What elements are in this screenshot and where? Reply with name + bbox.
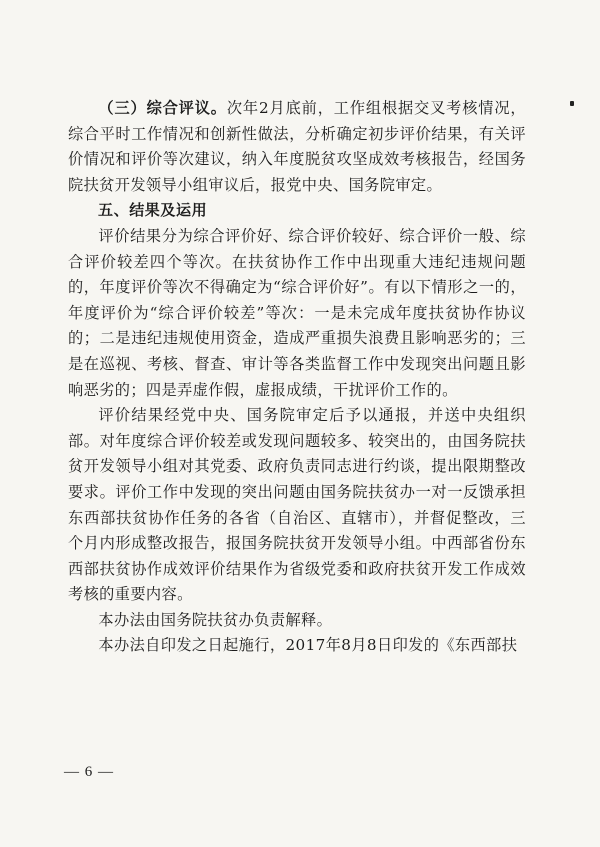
section-3-heading: （三）综合评议。 (98, 99, 227, 117)
section-3-text: 次年2月底前，工作组根据交叉考核情况，综合平时工作情况和创新性做法，分析确定初步评价结果，有关评价情况和评价等次建议，纳入年度脱贫攻坚成效考核报告，经国务院扶贫开发领导小组审议后，报党中央、国务院审定。 (68, 99, 527, 194)
document-body (68, 96, 526, 659)
paragraph-effective-date: 本办法自印发之日起施行，2017年8月8日印发的《东西部扶 (98, 636, 518, 655)
scan-mark (570, 101, 574, 106)
page-number: — 6 — (64, 764, 114, 780)
paragraph-results-notification: 评价结果经党中央、国务院审定后予以通报，并送中央组织部。对年度综合评价较差或发现问题较多、较突出的，由国务院扶贫开发领导小组对其党委、政府负责同志进行约谈，提出限期整改要求。评价工作中发现的突出问题由国务院扶贫办一对一反馈承担东西部扶贫协作任务的各省（自治区、直辖市），并督促整改，三个月内形成整改报告，报国务院扶贫开发领导小组。中西部省份东西部扶贫协作成效评价结果作为省级党委和政府扶贫开发工作成效考核的重要内容。 (68, 406, 526, 604)
section-5-heading: 五、结果及运用 (98, 201, 208, 220)
paragraph-evaluation-levels: 评价结果分为综合评价好、综合评价较好、综合评价一般、综合评价较差四个等次。在扶贫协作工作中出现重大违纪违规问题的，年度评价等次不得确定为“综合评价好”。有以下情形之一的，年度评价为“综合评价较差”等次：一是未完成年度扶贫协作协议的；二是违纪违规使用资金，造成严重损失浪费且影响恶劣的；三是在巡视、考核、督查、审计等各类监督工作中发现突出问题且影响恶劣的；四是弄虚作假，虚报成绩，干扰评价工作的。 (68, 226, 526, 399)
section-3-paragraph (68, 96, 526, 198)
paragraph-interpretation: 本办法由国务院扶贫办负责解释。 (98, 610, 333, 629)
